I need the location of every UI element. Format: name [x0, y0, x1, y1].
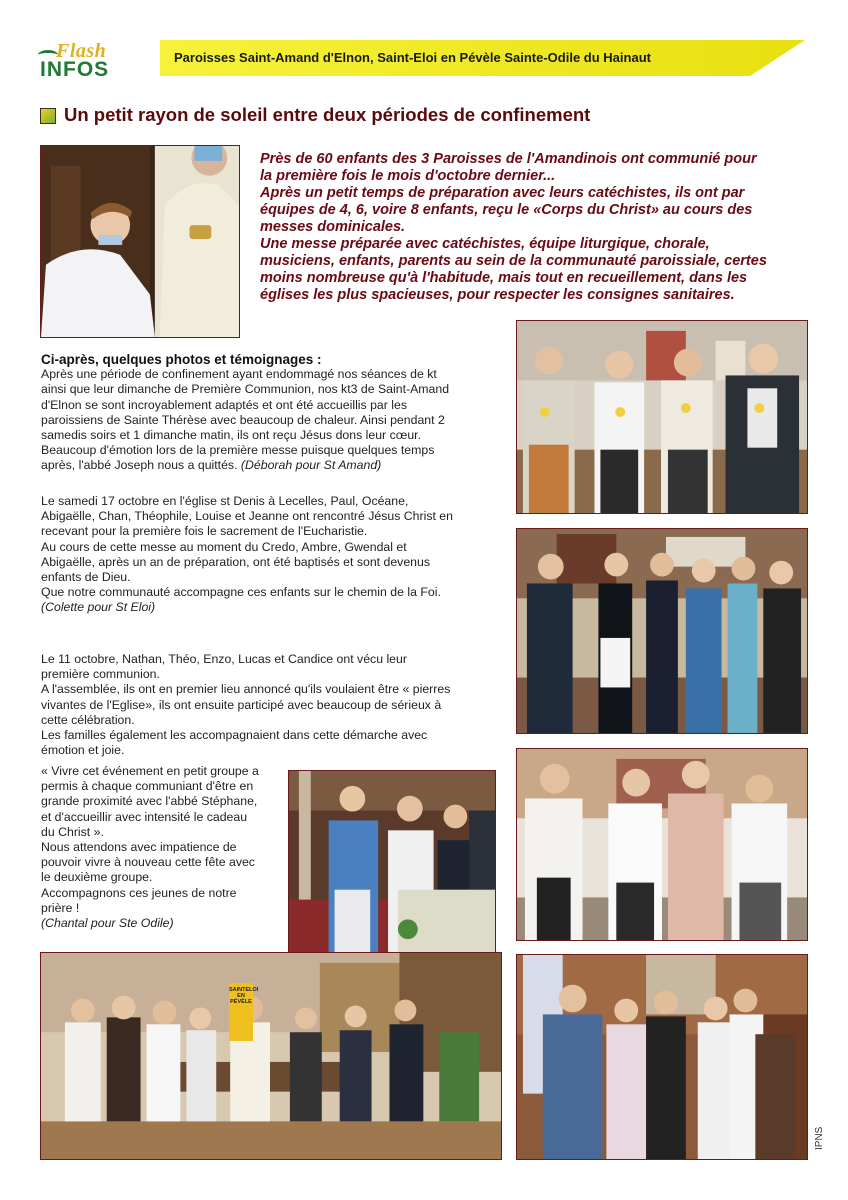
photo-boy-communion [40, 145, 240, 338]
page-title: Un petit rayon de soleil entre deux périodes de confinement [64, 104, 591, 125]
text-line: émotion et joie. [41, 743, 125, 758]
intro-line: moins nombreuse qu'à l'habitude, mais tout en recueillement, dans les [260, 270, 748, 286]
text-line: Le 11 octobre, Nathan, Théo, Enzo, Lucas et Candice ont vécu leur [41, 652, 407, 666]
intro-line: équipes de 4, 6, voire 8 enfants, reçu le «Corps du Christ» au cours des [260, 202, 753, 218]
signature-chantal: (Chantal pour Ste Odile) [41, 916, 174, 931]
text-line: permis à chaque communiant d'être en [41, 779, 254, 794]
text-line: le deuxième groupe. [41, 870, 153, 885]
text-line: paroissiens de Sainte Thérèse avec beaucoup de chaleur. Ainsi pendant 2 [41, 412, 445, 427]
text-line: et d'accueillir avec intensité le cadeau [41, 809, 248, 824]
text-line: enfants de Dieu. [41, 570, 131, 585]
photo-children-statue [516, 954, 808, 1160]
photo-children-white [516, 748, 808, 941]
text-line: vivantes de l'Eglise», ils ont ensuite participé avec beaucoup de sérieux à [41, 697, 442, 712]
intro-line: messes dominicales. [260, 219, 406, 235]
header-banner [160, 40, 805, 76]
section-heading: Ci-après, quelques photos et témoignages : [41, 352, 322, 367]
testimony-saint-amand [41, 352, 511, 474]
testimony-saint-eloi [41, 494, 511, 616]
text-line: Beaucoup d'émotion lors de la première messe puisque quelques temps [41, 443, 435, 458]
logo-infos-text: INFOS [40, 58, 110, 81]
text-line: samedis soirs et 1 dimanche matin, ils ont reçu Jésus dons leur cœur. [41, 428, 421, 443]
text-line: pouvoir vivre à nouveau cette fête avec [41, 855, 255, 870]
text-fragment: après, l'abbé Joseph nous a quittés. [41, 458, 238, 473]
text-line [41, 458, 511, 473]
text-line: Après une période de confinement ayant endommagé nos séances de kt [41, 367, 437, 382]
intro-line: Près de 60 enfants des 3 Paroisses de l'Amandinois ont communié pour [260, 151, 757, 167]
text-line: prière ! [41, 900, 80, 915]
banner-line-2: EN PÉVÈLE [230, 993, 252, 1005]
text-line: Au cours de cette messe au moment du Credo, Ambre, Gwendal et [41, 539, 407, 554]
banner-parishes-text: Paroisses Saint-Amand d'Elnon, Saint-Eloi en Pévèle Sainte-Odile du Hainaut [174, 50, 651, 65]
logo-flash-text: Flash [56, 40, 107, 62]
intro-line: Après un petit temps de préparation avec leurs catéchistes, ils ont par [260, 185, 745, 201]
intro-paragraph [260, 151, 800, 304]
flash-infos-logo [38, 40, 148, 84]
text-line: Le samedi 17 octobre en l'église st Denis à Lecelles, Paul, Océane, [41, 494, 409, 508]
title-square-icon [40, 108, 56, 124]
text-line: ainsi que leur dimanche de Première Communion, nos kt3 de Saint-Amand [41, 382, 450, 397]
photo-altar-saint-eloi [40, 952, 502, 1160]
text-line: cette célébration. [41, 712, 135, 727]
text-line: « Vivre cet événement en petit groupe a [41, 764, 259, 778]
photo-children-sainte-odile [288, 770, 496, 954]
text-line: recevant pour la première fois le sacrement de l'Eucharistie. [41, 524, 368, 539]
text-line: première communion. [41, 667, 160, 682]
banner-saint-eloi [229, 983, 259, 1041]
banner-line-1: SAINTELOI [229, 987, 259, 993]
signature-colette: (Colette pour St Eloi) [41, 600, 156, 615]
text-line: A l'assemblée, ils ont en premier lieu annoncé qu'ils voulaient être « pierres [41, 682, 451, 697]
text-line: Les familles également les accompagnaient dans cette démarche avec [41, 728, 428, 743]
signature-deborah: (Déborah pour St Amand) [240, 458, 382, 473]
text-line: grande proximité avec l'abbé Stéphane, [41, 794, 258, 809]
text-line: du Christ ». [41, 824, 104, 839]
testimony-sainte-odile [41, 652, 511, 758]
ipns-label: IPNS [814, 1126, 825, 1150]
photo-children-roses [516, 320, 808, 514]
testimony-sainte-odile-quote [41, 764, 281, 931]
intro-line: la première fois le mois d'octobre dernier... [260, 168, 556, 184]
text-line: Nous attendons avec impatience de [41, 840, 237, 855]
text-line: Accompagnons ces jeunes de notre [41, 885, 237, 900]
text-line: Abigaëlle, après un an de préparation, ont été baptisés et sont devenus [41, 554, 430, 569]
photo-group-lecelles [516, 528, 808, 734]
intro-line: églises les plus spacieuses, pour respecter les consignes sanitaires. [260, 287, 735, 303]
intro-line: Une messe préparée avec catéchistes, équipe liturgique, chorale, [260, 236, 710, 252]
text-line: d'Elnon se sont incroyablement adaptés et ont été accueillis par les [41, 397, 408, 412]
text-line: Abigaëlle, Chan, Théophile, Louise et Jeanne ont rencontré Jésus Christ en [41, 509, 453, 524]
intro-line: musiciens, enfants, parents au sein de la communauté paroissiale, certes [260, 253, 767, 269]
text-line: Que notre communauté accompagne ces enfants sur le chemin de la Foi. [41, 585, 441, 600]
